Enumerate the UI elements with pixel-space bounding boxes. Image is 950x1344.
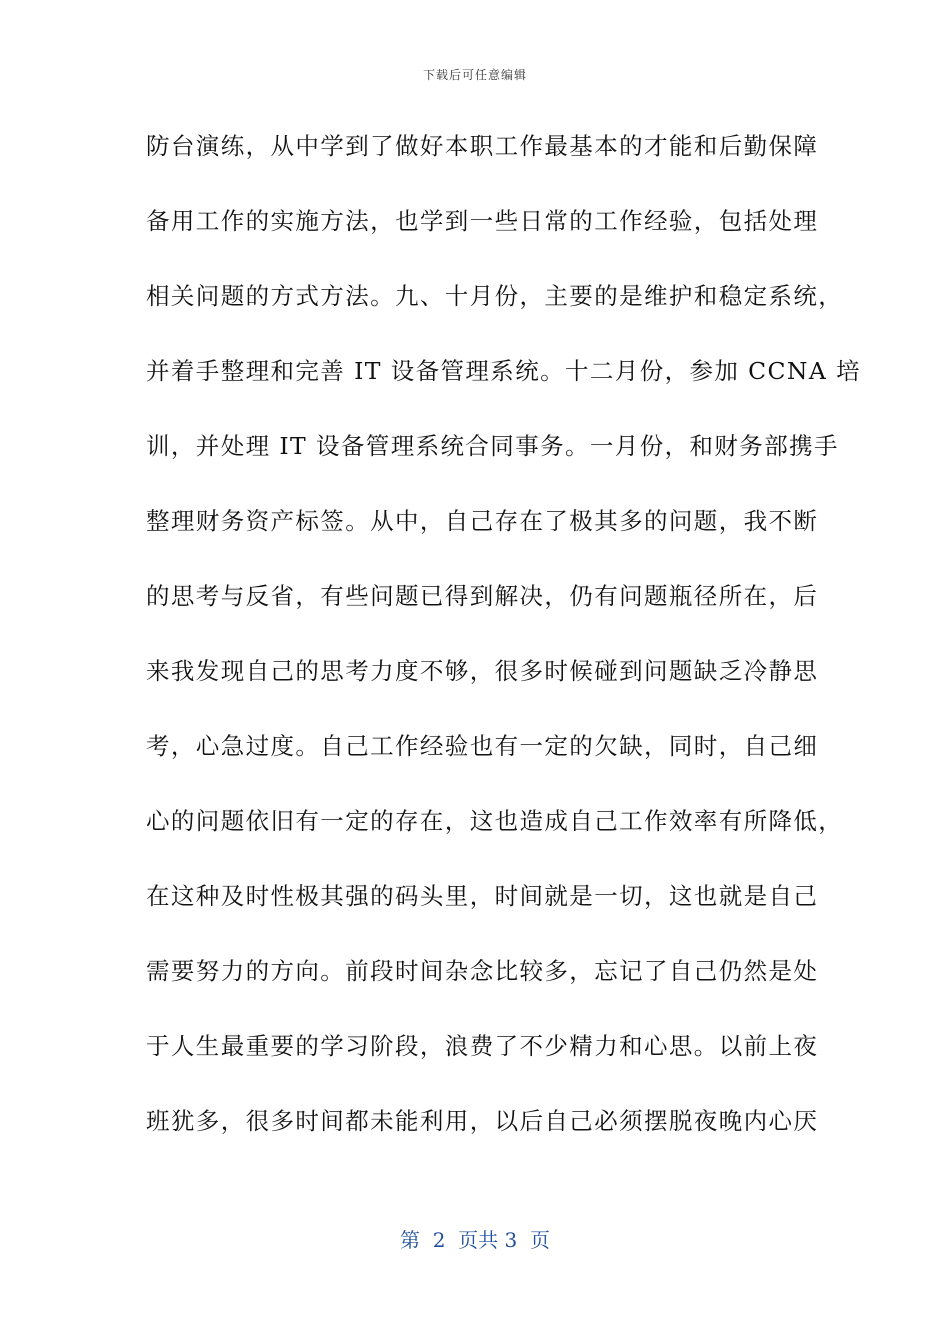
text-line: 训，并处理 IT 设备管理系统合同事务。一月份，和财务部携手 (146, 432, 839, 460)
page-header: 下载后可任意编辑 (422, 68, 527, 82)
text-line: 需要努力的方向。前段时间杂念比较多，忘记了自己仍然是处 (146, 957, 819, 985)
text-line: 在这种及时性极其强的码头里，时间就是一切，这也就是自己 (146, 882, 819, 910)
text-line: 并着手整理和完善 IT 设备管理系统。十二月份，参加 CCNA 培 (146, 357, 862, 385)
text-line: 整理财务资产标签。从中，自己存在了极其多的问题，我不断 (146, 507, 819, 535)
text-line: 来我发现自己的思考力度不够，很多时候碰到问题缺乏冷静思 (146, 657, 819, 685)
text-line: 于人生最重要的学习阶段，浪费了不少精力和心思。以前上夜 (146, 1032, 819, 1060)
text-line: 心的问题依旧有一定的存在，这也造成自己工作效率有所降低， (146, 807, 844, 835)
text-line: 相关问题的方式方法。九、十月份，主要的是维护和稳定系统， (146, 282, 844, 310)
body-text (146, 126, 862, 1176)
text-line: 的思考与反省，有些问题已得到解决，仍有问题瓶径所在，后 (146, 582, 819, 610)
page-footer-page-number: 第 2 页共 3 页 (400, 1228, 550, 1252)
text-line: 备用工作的实施方法，也学到一些日常的工作经验，包括处理 (146, 207, 819, 235)
text-line: 考，心急过度。自己工作经验也有一定的欠缺，同时，自己细 (146, 732, 819, 760)
text-line: 班犹多，很多时间都未能利用，以后自己必须摆脱夜晚内心厌 (146, 1107, 819, 1135)
text-line: 防台演练，从中学到了做好本职工作最基本的才能和后勤保障 (146, 132, 819, 160)
